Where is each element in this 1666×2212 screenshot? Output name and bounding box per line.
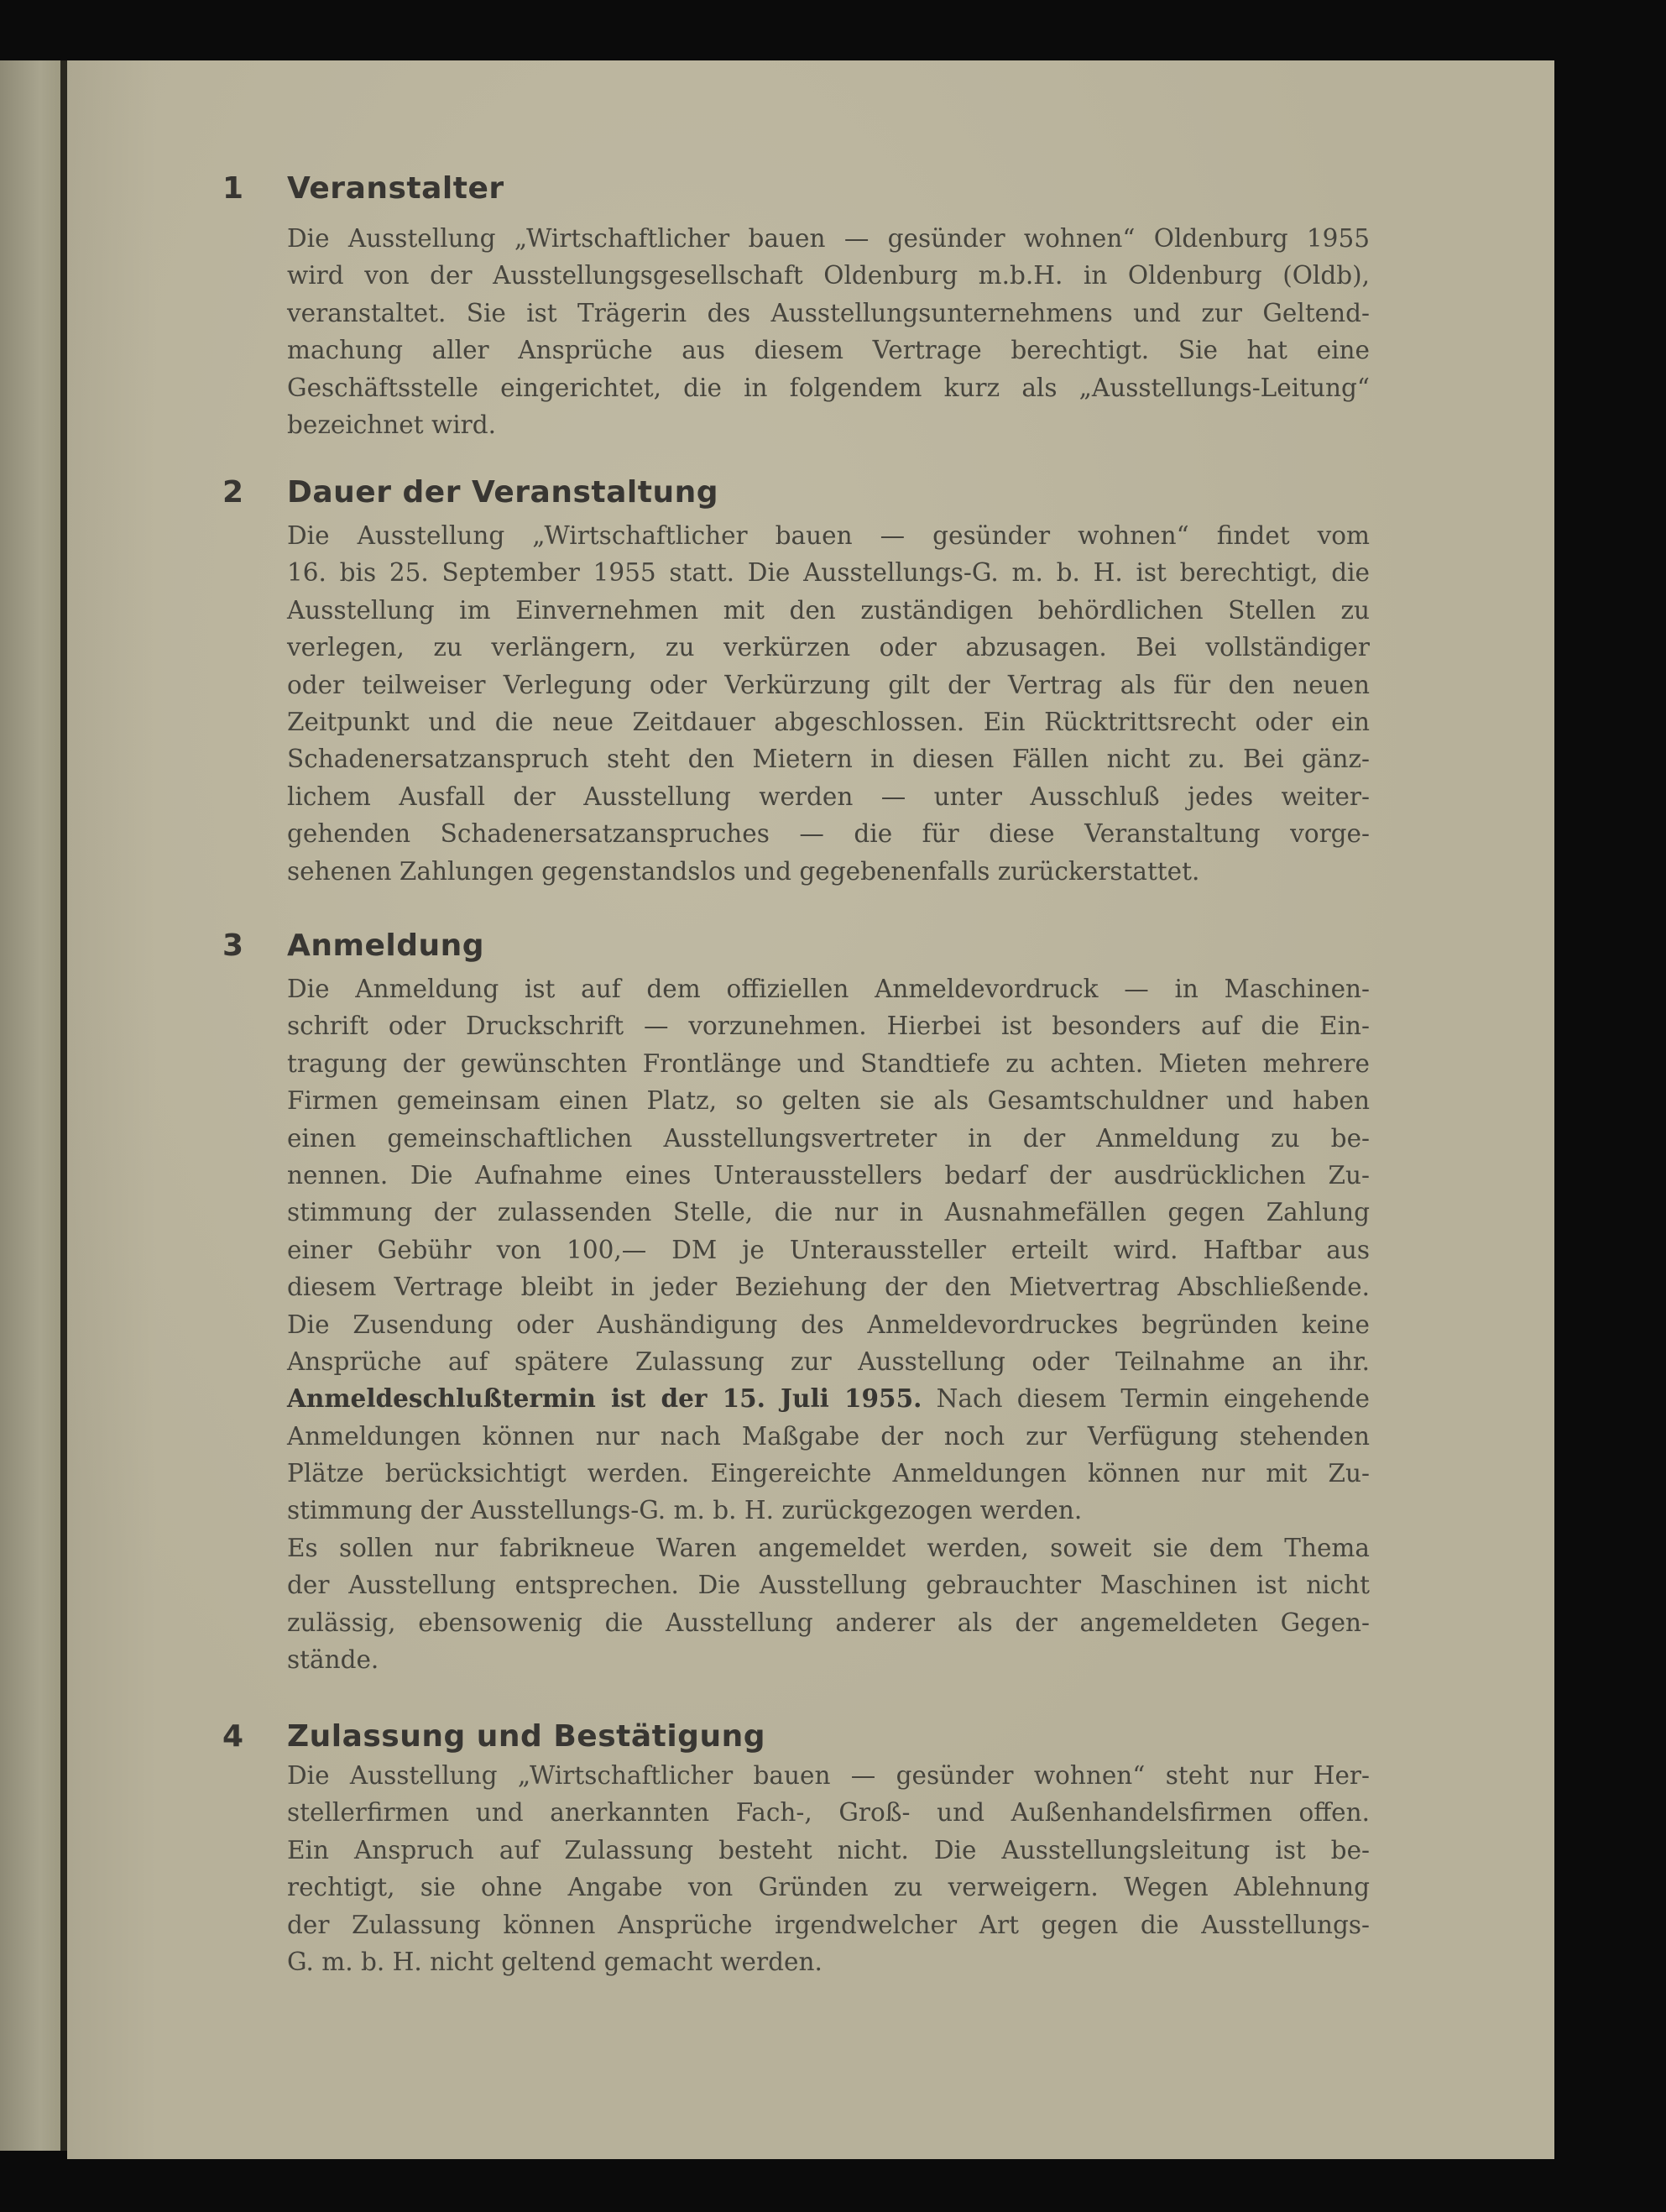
section-number: 4 — [222, 1719, 244, 1754]
text-line: Zeitpunkt und die neue Zeitdauer abgeschlossen. Ein Rücktrittsrecht oder ein — [287, 707, 1370, 736]
document-page — [67, 60, 1554, 2159]
text-line: Geschäftsstelle eingerichtet, die in folgendem kurz als „Ausstellungs-Leitung“ — [287, 373, 1370, 402]
section-number: 1 — [222, 171, 244, 206]
text-line: rechtigt, sie ohne Angabe von Gründen zu verweigern. Wegen Ablehnung — [287, 1873, 1370, 1902]
section-heading: Dauer der Veranstaltung — [287, 475, 718, 510]
text-line: schrift oder Druckschrift — vorzunehmen. Hierbei ist besonders auf die Ein- — [287, 1012, 1370, 1041]
binding-spine — [60, 60, 67, 2151]
section-body — [287, 220, 1370, 443]
section-body — [287, 1757, 1370, 1980]
text-line: Schadenersatzanspruch steht den Mietern in diesen Fällen nicht zu. Bei gänz- — [287, 745, 1370, 774]
deadline-rest: Nach diesem Termin eingehende — [922, 1384, 1370, 1414]
section-heading: Anmeldung — [287, 928, 485, 963]
text-line: stimmung der Ausstellungs-G. m. b. H. zurückgezogen werden. — [287, 1496, 1083, 1525]
text-line: verlegen, zu verlängern, zu verkürzen oder abzusagen. Bei vollständiger — [287, 633, 1370, 662]
text-line: nennen. Die Aufnahme eines Unterausstellers bedarf der ausdrücklichen Zu- — [287, 1160, 1370, 1190]
section-number: 3 — [222, 928, 244, 963]
section-heading: Veranstalter — [287, 171, 504, 206]
text-line: der Zulassung können Ansprüche irgendwelcher Art gegen die Ausstellungs- — [287, 1910, 1370, 1939]
text-line: bezeichnet wird. — [287, 410, 497, 439]
text-line: Ansprüche auf spätere Zulassung zur Ausstellung oder Teilnahme an ihr. — [287, 1347, 1370, 1376]
text-line: einer Gebühr von 100,— DM je Unteraussteller erteilt wird. Haftbar aus — [287, 1235, 1370, 1264]
deadline-bold: Anmeldeschlußtermin ist der 15. Juli 1955. — [287, 1383, 922, 1414]
text-line: einen gemeinschaftlichen Ausstellungsvertreter in der Anmeldung zu be- — [287, 1123, 1370, 1153]
section-number: 2 — [222, 475, 244, 510]
text-line: stände. — [287, 1645, 379, 1675]
text-line: lichem Ausfall der Ausstellung werden — unter Ausschluß jedes weiter- — [287, 782, 1370, 811]
text-line: machung aller Ansprüche aus diesem Vertrage berechtigt. Sie hat eine — [287, 336, 1370, 365]
text-line: Die Anmeldung ist auf dem offiziellen Anmeldevordruck — in Maschinen- — [287, 975, 1370, 1003]
text-line: Ein Anspruch auf Zulassung besteht nicht. Die Ausstellungsleitung ist be- — [287, 1835, 1370, 1864]
text-line: stellerfirmen und anerkannten Fach-, Groß- und Außenhandelsfirmen offen. — [287, 1798, 1370, 1828]
text-line: gehenden Schadenersatzanspruches — die für diese Veranstaltung vorge- — [287, 819, 1370, 849]
text-line: Plätze berücksichtigt werden. Eingereichte Anmeldungen können nur mit Zu- — [287, 1459, 1370, 1488]
text-line: tragung der gewünschten Frontlänge und Standtiefe zu achten. Mieten mehrere — [287, 1048, 1370, 1078]
text-line: Firmen gemeinsam einen Platz, so gelten sie als Gesamtschuldner und haben — [287, 1086, 1370, 1116]
section-heading: Zulassung und Bestätigung — [287, 1719, 765, 1754]
text-line: G. m. b. H. nicht geltend gemacht werden. — [287, 1947, 823, 1976]
text-line: der Ausstellung entsprechen. Die Ausstellung gebrauchter Maschinen ist nicht — [287, 1571, 1370, 1600]
text-line: Ausstellung im Einvernehmen mit den zuständigen behördlichen Stellen zu — [287, 595, 1370, 625]
text-line: sehenen Zahlungen gegenstandslos und gegebenenfalls zurückerstattet. — [287, 856, 1200, 886]
text-line: Es sollen nur fabrikneue Waren angemeldet werden, soweit sie dem Thema — [287, 1533, 1370, 1562]
text-line: wird von der Ausstellungsgesellschaft Oldenburg m.b.H. in Oldenburg (Oldb), — [287, 261, 1370, 290]
text-line: 16. bis 25. September 1955 statt. Die Ausstellungs-G. m. b. H. ist berechtigt, die — [287, 558, 1370, 588]
text-line: Die Ausstellung „Wirtschaftlicher bauen — gesünder wohnen“ Oldenburg 1955 — [287, 224, 1370, 253]
section-body — [287, 970, 1370, 1678]
text-line: Die Zusendung oder Aushändigung des Anmeldevordruckes begründen keine — [287, 1310, 1370, 1339]
text-line: veranstaltet. Sie ist Trägerin des Ausstellungsunternehmens und zur Geltend- — [287, 298, 1370, 327]
text-line: zulässig, ebensowenig die Ausstellung anderer als der angemeldeten Gegen- — [287, 1608, 1370, 1637]
text-line: oder teilweiser Verlegung oder Verkürzung gilt der Vertrag als für den neuen — [287, 670, 1370, 699]
deadline-line — [287, 1380, 1370, 1417]
text-line: Die Ausstellung „Wirtschaftlicher bauen — gesünder wohnen“ steht nur Her- — [287, 1761, 1370, 1790]
text-line: diesem Vertrage bleibt in jeder Beziehung der den Mietvertrag Abschließende. — [287, 1273, 1370, 1302]
text-line: stimmung der zulassenden Stelle, die nur in Ausnahmefällen gegen Zahlung — [287, 1198, 1370, 1227]
text-line: Anmeldungen können nur nach Maßgabe der noch zur Verfügung stehenden — [287, 1421, 1370, 1451]
text-line: Die Ausstellung „Wirtschaftlicher bauen — gesünder wohnen“ findet vom — [287, 521, 1370, 550]
section-body — [287, 517, 1370, 890]
previous-page-edge — [0, 60, 67, 2151]
